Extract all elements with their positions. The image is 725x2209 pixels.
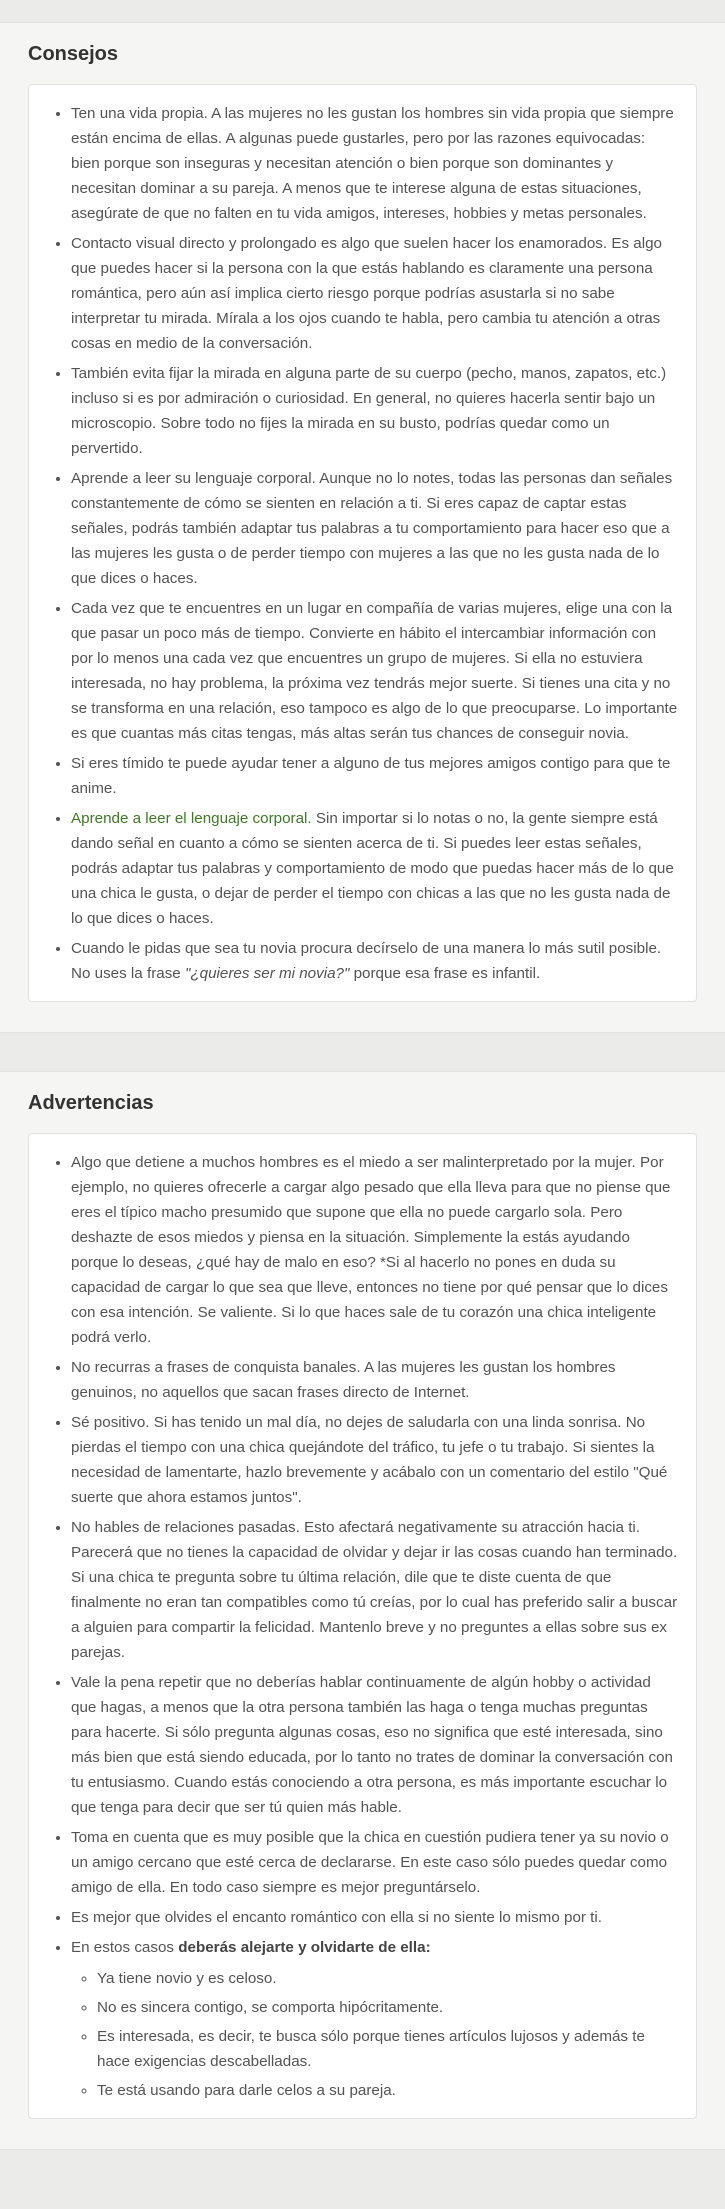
quoted-phrase: "¿quieres ser mi novia?"	[184, 965, 350, 982]
list-item: • También evita fijar la mirada en alguna parte de su cuerpo (pecho, manos, zapatos, etc.) incluso si es por admiración o curiosidad. En general, no quieres hacerla sentir bajo un microscopio. Sobre todo no fijes la mirada en su busto, podrías quedar como un pervertido.	[71, 361, 678, 461]
list-item-text: Cuando le pidas que sea tu novia procura decírselo de una manera lo más sutil posible. No uses la frase	[71, 940, 662, 982]
list-item	[71, 1935, 678, 2103]
list-item: • Aprende a leer su lenguaje corporal. Aunque no lo notes, todas las personas dan señales constantemente de cómo se sienten en relación a ti. Si eres capaz de captar estas señales, podrás también adaptar tus palabras a tu comportamiento para hacer eso que a las mujeres les gusta o de perder tiempo con mujeres a las que no les gusta nada de lo que dices o haces.	[71, 466, 678, 591]
body-language-link[interactable]: Aprende a leer el lenguaje corporal.	[71, 810, 312, 827]
consejos-card	[28, 84, 697, 1002]
list-item-text: Sin importar si lo notas o no, la gente siempre está dando señal en cuanto a cómo se sienten acerca de ti. Si puedes leer estas señales, podrás adaptar tus palabras y comportamiento de modo que puedas hacer más de lo que una chica le gusta, o dejar de perder el tiempo con chicas a las que no les gusta nada de lo que dices o haces.	[71, 810, 674, 927]
list-item: • Algo que detiene a muchos hombres es el miedo a ser malinterpretado por la mujer. Por ejemplo, no quieres ofrecerle a cargar algo pesado que ella lleva para que no piense que eres el típico macho presumido que supone que ella no puede cargarlo sola. Pero deshazte de esos miedos y piensa en la situación. Simplemente la estás ayudando porque lo deseas, ¿qué hay de malo en eso? *Si al hacerlo no pones en duda su capacidad de cargar lo que sea que lleve, entonces no tiene por qué pensar que lo dices con esa intención. Se valiente. Si lo que haces sale de tu corazón una chica inteligente podrá verlo.	[71, 1150, 678, 1350]
list-item-text: porque esa frase es infantil.	[349, 965, 541, 982]
advertencias-title: Advertencias	[28, 1092, 154, 1114]
list-item: • Vale la pena repetir que no deberías hablar continuamente de algún hobby o actividad que hagas, a menos que la otra persona también las haga o tenga muchas preguntas para hacerte. Si sólo pregunta algunas cosas, eso no significa que esté interesada, sino más bien que está siendo educada, por lo tanto no trates de dominar la conversación con tu entusiasmo. Cuando estás conociendo a otra persona, es más importante escuchar lo que tenga para decir que ser tú quien más hable.	[71, 1670, 678, 1820]
list-item: • Cada vez que te encuentres en un lugar en compañía de varias mujeres, elige una con la que pasar un poco más de tiempo. Convierte en hábito el intercambiar información con por lo menos una cada vez que encuentres un grupo de mujeres. Si ella no estuviera interesada, no hay problema, la próxima vez tendrás mejor suerte. Si tienes una cita y no se transforma en una relación, eso tampoco es algo de lo que preocuparse. Lo importante es que cuantas más citas tengas, más altas serán tus chances de conseguir novia.	[71, 596, 678, 746]
list-item: • No recurras a frases de conquista banales. A las mujeres les gustan los hombres genuinos, no aquellos que sacan frases directo de Internet.	[71, 1355, 678, 1405]
list-item: • Toma en cuenta que es muy posible que la chica en cuestión pudiera tener ya su novio o un amigo cercano que esté cerca de declararse. En este caso sólo puedes quedar como amigo de ella. En todo caso siempre es mejor preguntárselo.	[71, 1825, 678, 1900]
sub-list-item: ◦ Ya tiene novio y es celoso.	[97, 1966, 678, 1991]
list-item-text: En estos casos	[71, 1939, 179, 1956]
emphasis-text: deberás alejarte y olvidarte de ella:	[178, 1939, 431, 1956]
list-item: • Es mejor que olvides el encanto romántico con ella si no siente lo mismo por ti.	[71, 1905, 678, 1930]
list-item: • Ten una vida propia. A las mujeres no les gustan los hombres sin vida propia que siempre están encima de ellas. A algunas puede gustarles, pero por las razones equivocadas: bien porque son inseguras y necesitan atención o bien porque son dominantes y necesitan dominar a su pareja. A menos que te interese alguna de estas situaciones, asegúrate de que no falten en tu vida amigos, intereses, hobbies y metas personales.	[71, 101, 678, 226]
sub-list-item: ◦ Te está usando para darle celos a su pareja.	[97, 2078, 678, 2103]
consejos-list	[47, 101, 678, 986]
consejos-section	[0, 22, 725, 1033]
list-item: • Sé positivo. Si has tenido un mal día, no dejes de saludarla con una linda sonrisa. No pierdas el tiempo con una chica quejándote del tráfico, tu jefe o tu trabajo. Si sientes la necesidad de lamentarte, hazlo brevemente y acábalo con un comentario del estilo "Qué suerte que ahora estamos juntos".	[71, 1410, 678, 1510]
list-item: • Si eres tímido te puede ayudar tener a alguno de tus mejores amigos contigo para que te anime.	[71, 751, 678, 801]
advertencias-card	[28, 1133, 697, 2119]
sub-list	[71, 1966, 678, 2103]
list-item	[71, 806, 678, 931]
list-item	[71, 936, 678, 986]
list-item: • No hables de relaciones pasadas. Esto afectará negativamente su atracción hacia ti. Parecerá que no tienes la capacidad de olvidar y dejar ir las cosas cuando han terminado. Si una chica te pregunta sobre tu última relación, dile que te diste cuenta de que finalmente no eran tan compatibles como tú creías, por lo cual has preferido salir a buscar a alguien para compartir la felicidad. Mantenlo breve y no preguntes a ellas sobre sus ex parejas.	[71, 1515, 678, 1665]
advertencias-section	[0, 1071, 725, 2150]
list-item: • Contacto visual directo y prolongado es algo que suelen hacer los enamorados. Es algo que puedes hacer si la persona con la que estás hablando es claramente una persona romántica, pero aún así implica cierto riesgo porque podrías asustarla si no sabe interpretar tu mirada. Mírala a los ojos cuando te habla, pero cambia tu atención a otras cosas en medio de la conversación.	[71, 231, 678, 356]
sub-list-item: ◦ No es sincera contigo, se comporta hipócritamente.	[97, 1995, 678, 2020]
advertencias-list	[47, 1150, 678, 2103]
consejos-title: Consejos	[28, 43, 119, 65]
sub-list-item: ◦ Es interesada, es decir, te busca sólo porque tienes artículos lujosos y además te hace exigencias descabelladas.	[97, 2024, 678, 2074]
